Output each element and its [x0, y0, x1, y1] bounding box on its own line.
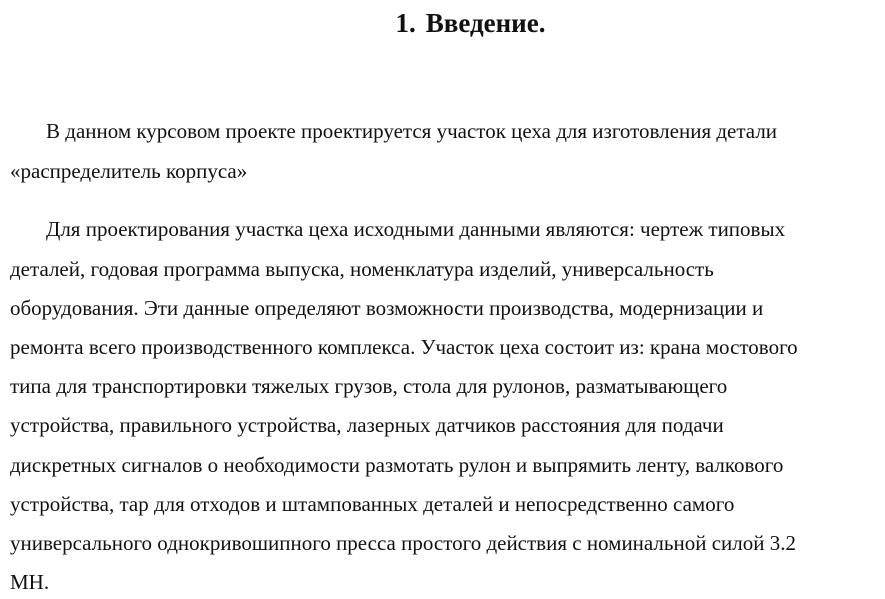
- paragraph-line: универсального однокривошипного пресса простого действия с номинальной силой 3.2: [10, 531, 796, 555]
- paragraph-line: ремонта всего производственного комплекса. Участок цеха состоит из: крана мостового: [10, 335, 798, 359]
- paragraph-line: типа для транспортировки тяжелых грузов, стола для рулонов, разматывающего: [10, 374, 728, 398]
- paragraph-line: устройства, тар для отходов и штампованных деталей и непосредственно самого: [10, 492, 735, 516]
- section-title: Введение.: [425, 8, 546, 38]
- section-heading: [0, 5, 885, 41]
- paragraph-line: МН.: [10, 570, 50, 594]
- paragraph-line: деталей, годовая программа выпуска, номенклатура изделий, универсальность: [10, 257, 714, 281]
- paragraph-line: оборудования. Эти данные определяют возможности производства, модернизации и: [10, 296, 764, 320]
- paragraph-line: В данном курсовом проекте проектируется участок цеха для изготовления детали: [46, 119, 778, 143]
- section-number: 1.: [395, 8, 416, 38]
- paragraph-line: Для проектирования участка цеха исходными данными являются: чертеж типовых: [46, 217, 786, 241]
- paragraph-line: дискретных сигналов о необходимости размотать рулон и выпрямить ленту, валкового: [10, 453, 784, 477]
- paragraph-line: устройства, правильного устройства, лазерных датчиков расстояния для подачи: [10, 413, 724, 437]
- paragraph-line: «распределитель корпуса»: [10, 159, 248, 183]
